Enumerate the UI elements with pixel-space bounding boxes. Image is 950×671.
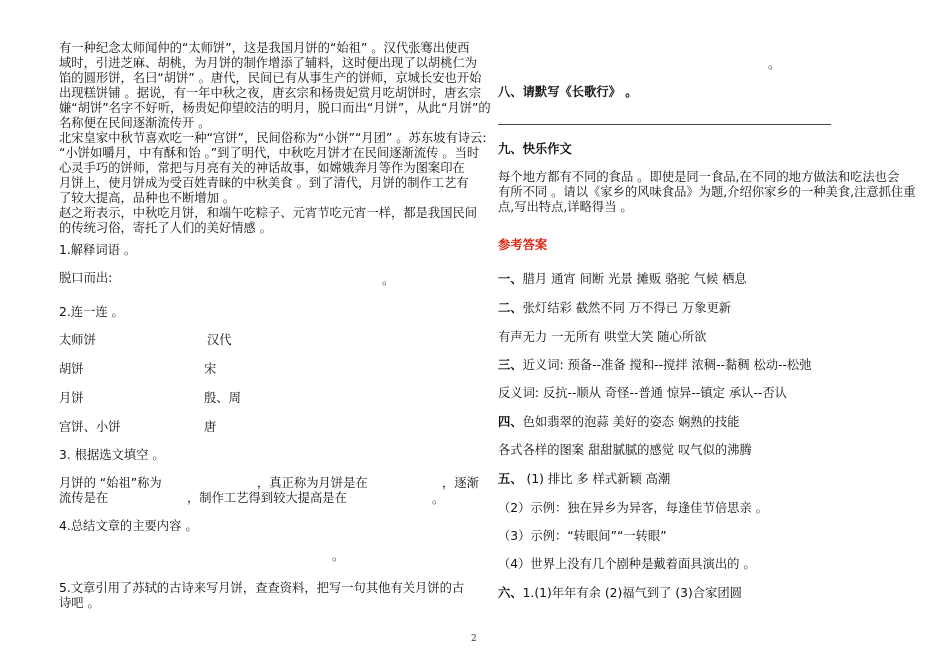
essay-prompt-line: 点,写出特点,详略得当 。 [498,200,633,214]
match-right-item[interactable]: 汉代 [207,333,232,347]
answer-2 [498,301,731,316]
passage-line: 有一种纪念太师闻仲的“太师饼”，这是我国月饼的“始祖” 。汉代张骞出使西 [59,41,470,55]
answer-4-head: 四、 [498,415,523,429]
answer-3-line2: 反义词: 反抗--顺从 奇怪--普通 惊异--镇定 承认--否认 [498,386,787,400]
question-5-line: 5.文章引用了苏轼的古诗来写月饼，查查资料，把写一句其他有关月饼的古 [59,581,465,595]
answer-4 [498,415,739,430]
question-1-title: 1.解释词语 。 [59,243,137,257]
question-3-title: 3. 根据选文填空 。 [59,448,165,462]
answer-3-head: 三、 [498,358,523,372]
answer-5 [498,472,670,487]
passage-line: 名称便在民间逐渐流传开 。 [59,116,211,130]
q3-text: 流传是在 [59,491,109,505]
answer-1 [498,272,747,287]
answer-5-part2: （2）示例：独在异乡为异客，每逢佳节倍思亲 。 [498,501,768,515]
passage-line: 域时，引进芝麻、胡桃，为月饼的制作增添了辅料，这时便出现了以胡桃仁为 [59,56,478,70]
q3-text: ，真正称为月饼是在 [257,476,368,490]
match-left-item[interactable]: 太师饼 [59,333,96,347]
answer-5-head: 五、 [498,472,523,486]
answer-2-text: 张灯结彩 截然不同 万不得已 万象更新 [522,301,732,315]
answer-1-text: 腊月 通宵 间断 光景 摊贩 骆驼 气候 栖息 [522,272,747,286]
section-9-title: 九、快乐作文 [498,142,572,156]
answer-3-text: 近义词: 预备--准备 搅和--搅拌 浓稠--黏稠 松动--松弛 [522,358,812,372]
match-right-item[interactable]: 殷、周 [204,391,241,405]
top-dot: 。 [768,57,781,71]
answer-2-line2: 有声无力 一无所有 哄堂大笑 随心所欲 [498,330,707,344]
answer-5-part3: （3）示例：“转眼间”“一转眼” [498,529,667,543]
answer-4-line2: 各式各样的图案 甜甜腻腻的感觉 叹气似的沸腾 [498,443,752,457]
passage-line: 嫌“胡饼”名字不好听，杨贵妃仰望皎洁的明月，脱口而出“月饼”，从此“月饼”的 [59,101,491,115]
answer-key-title: 参考答案 [498,238,548,252]
question-1-end: 。 [382,273,395,287]
question-2-title: 2.连一连 。 [59,305,124,319]
passage-line: 北宋皇家中秋节喜欢吃一种“宫饼”，民间俗称为“小饼”“月团” 。苏东坡有诗云: [59,131,487,145]
question-4-end: 。 [332,549,345,563]
question-1-term: 脱口而出: [59,271,113,285]
answer-5-text: (1) 排比 多 样式新颖 高潮 [522,472,671,486]
q3-text: 。 [432,492,445,506]
passage-line: 心灵手巧的饼师，常把与月亮有关的神话故事，如嫦娥奔月等作为图案印在 [59,161,465,175]
page-number: 2 [471,634,477,644]
match-left-item[interactable]: 宫饼、小饼 [59,420,121,434]
passage-line: 月饼上，使月饼成为受百姓青睐的中秋美食 。到了清代，月饼的制作工艺有 [59,176,469,190]
essay-prompt-line: 每个地方都有不同的食品 。即使是同一食品,在不同的地方做法和吃法也会 [498,170,900,184]
answer-5-part4: （4）世界上没有几个剧种是戴着面具演出的 。 [498,557,756,571]
q3-text: 月饼的 “始祖”称为 [59,476,162,490]
passage-line: 赵之珩表示，中秋吃月饼，和端午吃粽子、元宵节吃元宵一样，都是我国民间 [59,206,478,220]
match-left-item[interactable]: 胡饼 [59,362,84,376]
answer-2-head: 二、 [498,301,523,315]
q3-text: ，制作工艺得到较大提高是在 [187,491,347,505]
answer-6-text: 1.(1)年年有余 (2)福气到了 (3)合家团圆 [522,586,742,600]
match-left-item[interactable]: 月饼 [59,391,84,405]
answer-6 [498,586,742,601]
passage-line: 了较大提高，品种也不断增加 。 [59,191,236,205]
passage-line: 馅的圆形饼，名曰“胡饼” 。唐代，民间已有从事生产的饼师，京城长安也开始 [59,71,482,85]
match-right-item[interactable]: 唐 [204,420,217,434]
answer-4-text: 色如翡翠的泡蒜 美好的姿态 娴熟的技能 [522,415,740,429]
section-8-title: 八、请默写《长歌行》 。 [498,85,638,99]
q3-text: ，逐渐 [442,476,479,490]
match-right-item[interactable]: 宋 [204,362,217,376]
answer-3 [498,358,812,373]
passage-line: “小饼如嚼月，中有酥和饴 。”到了明代，中秋吃月饼才在民间逐渐流传 。当时 [59,146,480,160]
passage-line: 出现糕饼铺 。据说，有一年中秋之夜，唐玄宗和杨贵妃赏月吃胡饼时，唐玄宗 [59,86,482,100]
answer-1-head: 一、 [498,272,523,286]
answer-6-head: 六、 [498,586,523,600]
question-5-line: 诗吧 。 [59,596,100,610]
essay-prompt-line: 有所不同 。请以《家乡的风味食品》为题,介绍你家乡的一种美食,注意抓住重 [498,185,916,199]
passage-line: 的传统习俗，寄托了人们的美好情感 。 [59,221,272,235]
answer-line[interactable] [498,124,831,125]
question-4-title: 4.总结文章的主要内容 。 [59,519,198,533]
